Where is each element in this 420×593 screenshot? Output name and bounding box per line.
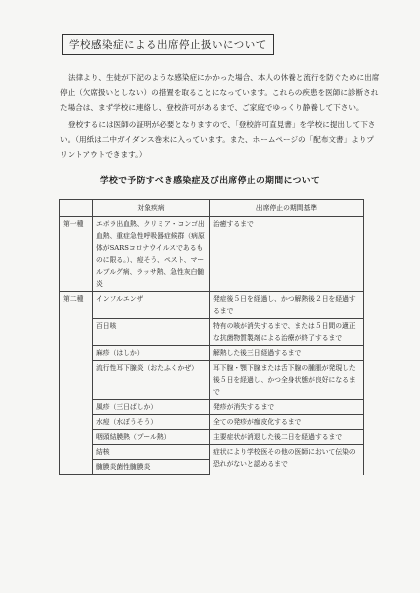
table-row	[60, 292, 364, 319]
row-period: 症状により学校医その他の医師において伝染の恐れがないと認めるまで	[210, 445, 364, 475]
intro-paragraph-1: 法律より、生徒が下記のような感染症にかかった場合、本人の休養と流行を防ぐために出席停止（欠席扱いとしない）の措置を取ることになっています。これらの疾患を医師に診断された場合は、まず学校に連絡し、登校許可があるまで、ご家庭でゆっくり静養して下さい。	[60, 73, 380, 112]
table-row	[60, 319, 364, 346]
table-row	[60, 415, 364, 430]
header-disease: 対象疾病	[93, 200, 210, 217]
table-header-row	[60, 200, 364, 217]
row-disease: 結核	[93, 445, 210, 460]
intro-paragraph-2: 登校するには医師の証明が必要となりますので、「登校許可直見書」を学校に提出して下さい。（用紙は二中ガイダンス巻末に入っています。また、ホームページの「配布文書」よりプリントアウトできます。）	[60, 120, 376, 159]
row-period: 治癒するまで	[210, 217, 364, 292]
row-period: 発症後５日を経過し、かつ解熱後２日を経過するまで	[210, 292, 364, 319]
row-disease: 水痘（水ぼうそう）	[93, 415, 210, 430]
table-row	[60, 361, 364, 400]
row-category	[60, 445, 93, 460]
table-row	[60, 217, 364, 292]
row-period: 主要症状が消退した後二日を経過するまで	[210, 430, 364, 445]
header-period: 出席停止の期間基準	[210, 200, 364, 217]
row-category: 第一種	[60, 217, 93, 292]
infection-table	[59, 199, 364, 475]
table-heading: 学校で予防すべき感染症及び出席停止の期間について	[99, 176, 321, 186]
row-period: 発疹が消失するまで	[210, 400, 364, 415]
row-period: 全ての発疹が痂皮化するまで	[210, 415, 364, 430]
header-category	[60, 200, 93, 217]
row-disease: 咽頭結膜熱（プール熱）	[93, 430, 210, 445]
row-category: 第二種	[60, 292, 93, 319]
row-disease: 風疹（三日ばしか）	[93, 400, 210, 415]
row-disease: 百日咳	[93, 319, 210, 346]
row-period: 特有の咳が消失するまで、または５日間の適正な抗菌物質製剤による治療が終了するまで	[210, 319, 364, 346]
row-disease: 流行性耳下腺炎（おたふくかぜ）	[93, 361, 210, 400]
row-disease: エボラ出血熱、クリミア・コンゴ出血熱、重症急性呼吸器症候群（病原体がSARSコロナウイルスであるものに限る。）、痘そう、ペスト、マールブルグ病、ラッサ熱、急性灰白髄炎	[93, 217, 210, 292]
row-category	[60, 430, 93, 445]
table-row	[60, 430, 364, 445]
row-disease: 髄膜炎菌性髄膜炎	[93, 460, 210, 475]
row-category	[60, 460, 93, 475]
row-category	[60, 415, 93, 430]
row-period: 耳下腺・顎下腺または舌下腺の腫脹が発現した後５日を経過し、かつ全身状態が良好になるまで	[210, 361, 364, 400]
row-category	[60, 319, 93, 346]
row-disease: 麻疹（はしか）	[93, 346, 210, 361]
table-row	[60, 346, 364, 361]
intro-text	[60, 70, 380, 164]
row-disease: インフルエンザ	[93, 292, 210, 319]
row-category	[60, 361, 93, 400]
table-row	[60, 445, 364, 460]
row-category	[60, 400, 93, 415]
document-title: 学校感染症による出席停止扱いについて	[62, 34, 274, 55]
table-row	[60, 400, 364, 415]
row-category	[60, 346, 93, 361]
row-period: 解熱した後三日経過するまで	[210, 346, 364, 361]
